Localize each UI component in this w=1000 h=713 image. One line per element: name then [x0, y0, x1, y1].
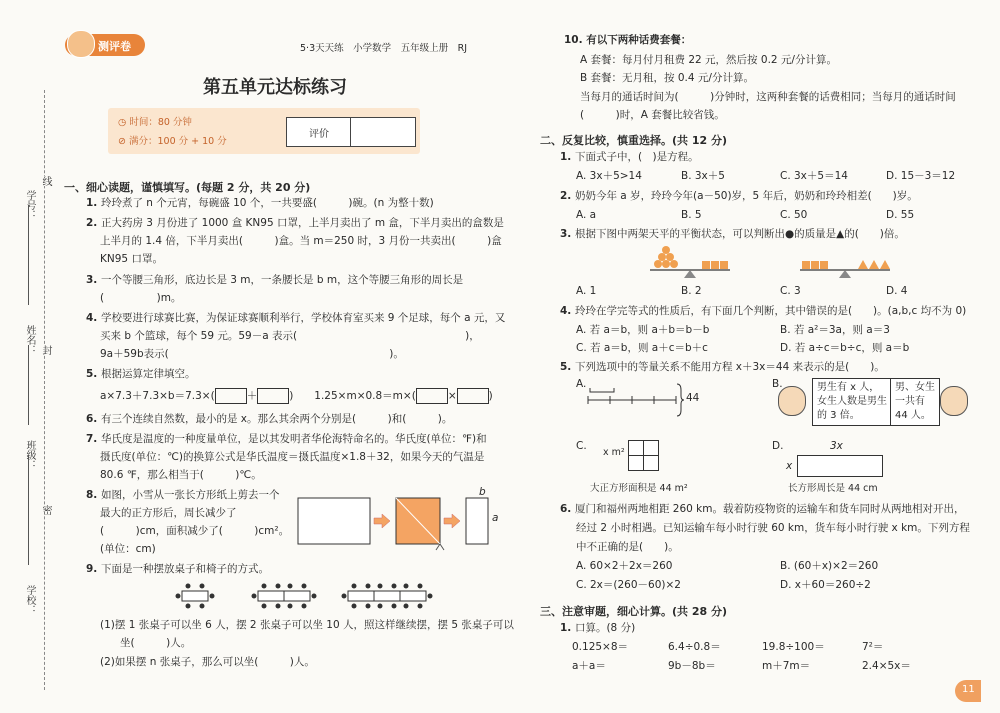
s2-q6-line1: 6. 厦门和福州两地相距 260 km。载着防疫物资的运输车和货车同时从两地相对开出，: [560, 503, 965, 515]
calc-item[interactable]: 7²＝: [862, 641, 884, 653]
label-a: a: [492, 512, 499, 524]
s2-q5-opt-d-caption: 长方形周长是 44 cm: [788, 483, 878, 494]
student-number-label: 学号：: [24, 190, 35, 220]
s2-q5-opt-a-label[interactable]: A.: [576, 378, 587, 390]
q9-part1-line1: (1)摆 1 张桌子可以坐 6 人，摆 2 张桌子可以坐 10 人，照这样继续摆，摆 5 张桌子可以: [100, 619, 514, 631]
s2-q2-opt-a[interactable]: A. a: [576, 209, 597, 221]
table-group-2: [252, 584, 317, 609]
small-square: [643, 455, 659, 471]
s2-q5-opt-b-bubble1: 男生有 x 人，女生人数是男生的 3 倍。: [812, 378, 894, 426]
boy-avatar-icon: [778, 386, 806, 416]
seal-mark-secret: 密: [40, 505, 51, 515]
square-weight-icon: [702, 261, 710, 269]
s2-q6-line2: 经过 2 小时相遇。已知运输车每小时行驶 60 km，货车每小时行驶 x km。下列方程: [576, 522, 970, 534]
s2-q2: 2. 奶奶今年 a 岁，玲玲今年(a－50)岁，5 年后，奶奶和玲玲相差( )岁。: [560, 190, 918, 202]
q1: 1. 玲玲煮了 n 个元宵，每碗盛 10 个，一共要盛( )碗。(n 为整十数): [86, 197, 434, 209]
page-number-badge: [955, 680, 981, 702]
clock-icon: ◷: [118, 117, 130, 128]
evaluation-label: 评价: [309, 129, 329, 140]
calc-item[interactable]: 0.125×8＝: [572, 641, 629, 653]
s2-q6-line3: 中不正确的是( )。: [576, 541, 679, 553]
s2-q5-opt-c-caption: 大正方形面积是 44 m²: [590, 483, 688, 494]
q7-line1: 7. 华氏度是温度的一种度量单位，是以其发明者华伦海特命名的。华氏度(单位：℉)和: [86, 433, 487, 445]
s2-q5-opt-a-diagram: [588, 384, 684, 414]
triangle-weight-icon: [858, 260, 868, 269]
s2-q1: 1. 下面式子中，( )是方程。: [560, 151, 699, 163]
s2-q5-opt-d-width: x: [786, 460, 793, 472]
q2-line2: 上半月的 1.4 倍，下半月卖出( )盒。当 m＝250 时，3 月份一共卖出( )盒: [100, 235, 502, 247]
s2-q5-opt-d-label[interactable]: D.: [772, 440, 784, 452]
answer-box[interactable]: [416, 388, 448, 404]
page-title: 第五单元达标练习: [203, 77, 347, 98]
section-2-title: 二、反复比较，慎重选择。(共 12 分): [540, 134, 728, 147]
s2-q4-opt-a[interactable]: A. 若 a＝b，则 a＋b＝b－b: [576, 324, 710, 336]
answer-box[interactable]: [215, 388, 247, 404]
label-b: b: [479, 486, 486, 498]
evaluation-box: [286, 117, 416, 147]
table-group-1: [176, 584, 215, 609]
q10: 10. 有以下两种话费套餐：: [564, 34, 692, 46]
q10-plan-a: A 套餐：每月付月租费 22 元，然后按 0.2 元/分计算。: [580, 54, 837, 66]
s2-q3: 3. 根据下图中两架天平的平衡状态，可以判断出●的质量是▲的( )倍。: [560, 228, 905, 240]
q10-line4: ( )时，A 套餐比较省钱。: [580, 109, 725, 121]
q6: 6. 有三个连续自然数，最小的是 x。那么其余两个分别是( )和( )。: [86, 413, 453, 425]
square-weight-icon: [720, 261, 728, 269]
s2-q5-opt-c-label[interactable]: C.: [576, 440, 587, 452]
triangle-weight-icon: [869, 260, 879, 269]
girl-avatar-icon: [940, 386, 968, 416]
s2-q6-opt-c[interactable]: C. 2x＝(260－60)×2: [576, 579, 681, 591]
s2-q5-opt-d-length: 3x: [830, 440, 843, 452]
q9-part1-line2: 坐( )人。: [120, 637, 192, 649]
evaluation-field[interactable]: [351, 118, 415, 146]
q7-line3: 80.6 ℉，那么相当于( )℃。: [100, 469, 262, 481]
calc-item[interactable]: m＋7m＝: [762, 660, 811, 672]
s2-q3-opt-b[interactable]: B. 2: [681, 285, 702, 297]
s2-q1-opt-d[interactable]: D. 15－3＝12: [886, 170, 956, 182]
s2-q5-opt-b-label[interactable]: B.: [772, 378, 783, 390]
name-label: 姓名：: [24, 325, 35, 355]
small-square: [628, 455, 644, 471]
s2-q6-opt-b[interactable]: B. (60＋x)×2＝260: [780, 560, 879, 572]
answer-box[interactable]: [457, 388, 489, 404]
circle-weight-icon: [654, 260, 662, 268]
q8-line3: ( )cm，面积减少了( )cm²。: [100, 525, 290, 537]
s2-q1-opt-b[interactable]: B. 3x＋5: [681, 170, 725, 182]
remaining-rectangle: [466, 498, 488, 544]
calc-item[interactable]: 2.4×5x＝: [862, 660, 911, 672]
square-weight-icon: [711, 261, 719, 269]
badge: [65, 34, 145, 56]
mascot-icon: [67, 30, 95, 58]
answer-box[interactable]: [257, 388, 289, 404]
s2-q2-opt-d[interactable]: D. 55: [886, 209, 915, 221]
s3-q1: 1. 口算。(8 分): [560, 622, 636, 634]
s2-q1-opt-a[interactable]: A. 3x＋5>14: [576, 170, 642, 182]
small-square: [628, 440, 644, 456]
s2-q5: 5. 下列选项中的等量关系不能用方程 x＋3x＝44 来表示的是( )。: [560, 361, 885, 373]
name-blank[interactable]: [28, 345, 30, 425]
school-label: 学校：: [24, 585, 35, 615]
q8-line1: 8. 如图，小雪从一张长方形纸上剪去一个: [86, 489, 280, 501]
q8-line4: (单位：cm): [100, 543, 156, 555]
calc-item[interactable]: a＋a＝: [572, 660, 606, 672]
check-icon: ⊘: [118, 136, 129, 147]
s2-q4: 4. 玲玲在学完等式的性质后，有下面几个判断，其中错误的是( )。(a,b,c 均不为 0): [560, 305, 967, 317]
s2-q4-opt-b[interactable]: B. 若 a²＝3a，则 a＝3: [780, 324, 890, 336]
q8-line2: 最大的正方形后，周长减少了: [100, 507, 237, 519]
circle-weight-icon: [662, 246, 670, 254]
s2-q6-opt-a[interactable]: A. 60×2＋2x＝260: [576, 560, 673, 572]
q9: 9. 下面是一种摆放桌子和椅子的方式。: [86, 563, 269, 575]
s2-q5-opt-c-area: x m²: [603, 447, 625, 458]
q7-line2: 摄氏度(单位：℃)的换算公式是华氏温度＝摄氏温度×1.8＋32，如果今天的气温是: [100, 451, 485, 463]
class-blank[interactable]: [28, 455, 30, 565]
s2-q3-opt-a[interactable]: A. 1: [576, 285, 597, 297]
seal-mark-line: 线: [40, 176, 51, 186]
s2-q5-opt-d-rectangle: [797, 455, 883, 477]
q9-part2: (2)如果摆 n 张桌子，那么可以坐( )人。: [100, 656, 315, 668]
circle-weight-icon: [658, 253, 666, 261]
balance-figure: [650, 244, 910, 280]
square-weight-icon: [820, 261, 828, 269]
s2-q4-opt-d[interactable]: D. 若 a÷c＝b÷c，则 a＝b: [780, 342, 910, 354]
seal-mark-seal: 封: [40, 345, 51, 355]
s2-q3-opt-d[interactable]: D. 4: [886, 285, 908, 297]
table-group-3: [342, 584, 433, 609]
q5: 5. 根据运算定律填空。: [86, 368, 196, 380]
q5-formulas: a×7.3＋7.3×b＝7.3×( ＋ ) 1.25×m×0.8＝m×( × ): [100, 390, 493, 402]
time-info: ◷ 时间：80 分钟: [118, 117, 192, 128]
student-number-blank[interactable]: [28, 205, 30, 305]
s2-q4-opt-c[interactable]: C. 若 a＝b，则 a＋c＝b＋c: [576, 342, 708, 354]
s2-q3-opt-c[interactable]: C. 3: [780, 285, 801, 297]
balance-right: [800, 260, 890, 278]
calc-item[interactable]: 6.4÷0.8＝: [668, 641, 721, 653]
q3-line2: ( )m。: [100, 292, 182, 304]
balance-left: [650, 246, 730, 278]
square-weight-icon: [811, 261, 819, 269]
tables-figure: [178, 582, 478, 612]
page-number: 11: [962, 684, 975, 695]
s2-q1-opt-c[interactable]: C. 3x＋5＝14: [780, 170, 848, 182]
small-square: [643, 440, 659, 456]
circle-weight-icon: [670, 260, 678, 268]
series-label: 5·3天天练 小学数学 五年级上册 RJ: [300, 43, 468, 54]
q10-plan-b: B 套餐：无月租，按 0.4 元/分计算。: [580, 72, 754, 84]
section-1-title: 一、细心读题，谨慎填写。(每题 2 分，共 20 分): [64, 181, 311, 194]
calc-item[interactable]: 9b－8b＝: [668, 660, 716, 672]
arrow-icon: [374, 514, 390, 528]
q10-line3: 当每月的通话时间为( )分钟时，这两种套餐的话费相同；当每月的通话时间: [580, 91, 956, 103]
section-3-title: 三、注意审题，细心计算。(共 28 分): [540, 605, 728, 618]
s2-q5-opt-b-bubble2: 男、女生一共有 44 人。: [890, 378, 940, 426]
s2-q6-opt-d[interactable]: D. x＋60＝260÷2: [780, 579, 871, 591]
triangle-weight-icon: [880, 260, 890, 269]
rectangle-paper: [298, 498, 370, 544]
score-info: ⊘ 满分：100 分 + 10 分: [118, 136, 227, 147]
circle-weight-icon: [666, 253, 674, 261]
square-weight-icon: [802, 261, 810, 269]
q4-line2: 买来 b 个篮球，每个 59 元。59－a 表示( )，: [100, 330, 480, 342]
calc-item[interactable]: 19.8÷100＝: [762, 641, 825, 653]
arrow-icon: [444, 514, 460, 528]
circle-weight-icon: [662, 260, 670, 268]
q3-line1: 3. 一个等腰三角形，底边长是 3 m，一条腰长是 b m，这个等腰三角形的周长是: [86, 274, 464, 286]
class-label: 班级：: [24, 440, 35, 470]
q2-line1: 2. 正大药房 3 月份进了 1000 盒 KN95 口罩，上半月卖出了 m 盒，下半月卖出的盒数是: [86, 217, 504, 229]
q2-line3: KN95 口罩。: [100, 253, 163, 265]
badge-label: 测评卷: [98, 40, 131, 53]
scissors-icon: [436, 544, 444, 550]
s2-q5-opt-a-total: 44: [686, 392, 700, 404]
s2-q2-opt-c[interactable]: C. 50: [780, 209, 808, 221]
q4-line1: 4. 学校要进行球赛比赛，为保证球赛顺利举行，学校体育室买来 9 个足球，每个 a 元，又: [86, 312, 506, 324]
q4-line3: 9a＋59b表示( )。: [100, 348, 404, 360]
s2-q2-opt-b[interactable]: B. 5: [681, 209, 702, 221]
q8-figure: [298, 494, 498, 554]
